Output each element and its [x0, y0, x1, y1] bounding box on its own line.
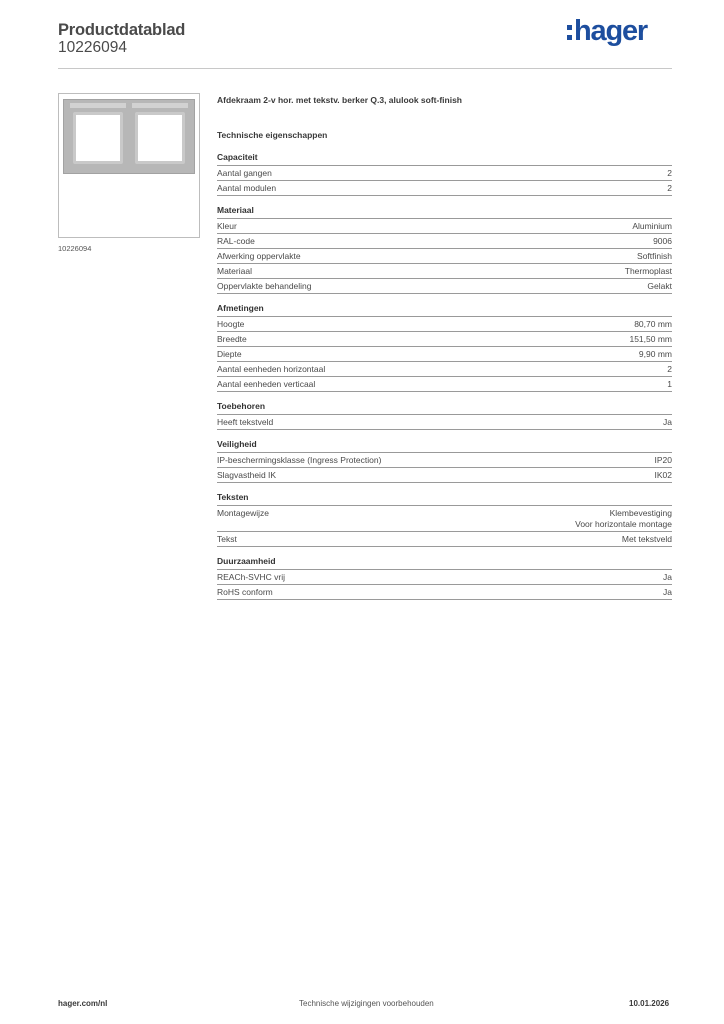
property-value — [667, 168, 672, 179]
property-row — [217, 249, 672, 264]
property-value-line: 2 — [667, 183, 672, 193]
property-value — [575, 508, 672, 530]
section-afmetingen — [217, 303, 672, 392]
property-value-line: Thermoplast — [624, 266, 672, 276]
section-title: Materiaal — [217, 205, 672, 219]
section-title: Duurzaamheid — [217, 556, 672, 570]
section-duurzaamheid — [217, 556, 672, 600]
property-value — [637, 251, 672, 262]
property-label: Afwerking oppervlakte — [217, 251, 301, 261]
section-title: Teksten — [217, 492, 672, 506]
property-value — [655, 470, 673, 481]
property-value-line: Aluminium — [632, 221, 672, 231]
frame-opening-left — [73, 112, 123, 164]
property-value — [632, 221, 672, 232]
property-value — [667, 379, 672, 390]
property-label: IP-beschermingsklasse (Ingress Protection) — [217, 455, 382, 465]
property-value — [639, 349, 672, 360]
section-materiaal — [217, 205, 672, 294]
property-value-line: Ja — [663, 417, 672, 427]
property-value-line: 9006 — [653, 236, 672, 246]
property-row — [217, 506, 672, 532]
property-row — [217, 415, 672, 430]
label-strip-left — [70, 103, 126, 108]
product-number: 10226094 — [58, 39, 127, 56]
product-image — [58, 93, 200, 238]
property-value-line: IK02 — [654, 470, 672, 480]
property-label: RAL-code — [217, 236, 255, 246]
property-label: Kleur — [217, 221, 237, 231]
property-row — [217, 453, 672, 468]
property-value — [663, 572, 672, 583]
property-value — [634, 319, 672, 330]
footer-date: 10.01.2026 — [629, 999, 670, 1008]
property-label: Breedte — [217, 334, 247, 344]
property-row — [217, 347, 672, 362]
property-value — [663, 587, 672, 598]
page-title: Productdatablad — [58, 21, 186, 39]
property-value-line: 80,70 mm — [634, 319, 672, 329]
footer-website: hager.com/nl — [58, 999, 108, 1008]
property-label: Aantal gangen — [217, 168, 272, 178]
property-row — [217, 264, 672, 279]
property-value-line: Ja — [663, 587, 672, 597]
header-divider — [58, 68, 672, 69]
image-caption: 10226094 — [58, 244, 92, 253]
property-value-line: 2 — [667, 168, 672, 178]
product-details — [217, 95, 672, 609]
property-row — [217, 570, 672, 585]
footer-disclaimer: Technische wijzigingen voorbehouden — [299, 999, 434, 1008]
property-value-line: 151,50 mm — [629, 334, 672, 344]
property-value-line: Voor horizontale montage — [575, 519, 672, 529]
product-title: Afdekraam 2-v hor. met tekstv. berker Q.3, alulook soft-finish — [217, 95, 462, 105]
tech-properties-heading: Technische eigenschappen — [217, 130, 328, 140]
property-label: Diepte — [217, 349, 242, 359]
property-row — [217, 362, 672, 377]
property-row — [217, 377, 672, 392]
section-title: Toebehoren — [217, 401, 672, 415]
property-row — [217, 279, 672, 294]
property-value — [622, 534, 672, 545]
cover-frame-illustration — [63, 99, 195, 174]
property-value — [625, 266, 672, 277]
property-label: Hoogte — [217, 319, 245, 329]
section-teksten — [217, 492, 672, 547]
property-value — [629, 334, 672, 345]
property-value — [655, 455, 673, 466]
property-value-line: 2 — [667, 364, 672, 374]
property-value-line: IP20 — [654, 455, 672, 465]
property-label: Montagewijze — [217, 508, 269, 518]
property-row — [217, 166, 672, 181]
property-label: Slagvastheid IK — [217, 470, 277, 480]
section-title: Veiligheid — [217, 439, 672, 453]
section-title: Capaciteit — [217, 152, 672, 166]
logo-dots-icon — [567, 25, 572, 40]
section-veiligheid — [217, 439, 672, 483]
property-value-line: Ja — [663, 572, 672, 582]
property-row — [217, 317, 672, 332]
property-value — [663, 417, 672, 428]
property-value-line: Gelakt — [647, 281, 672, 291]
property-value — [667, 364, 672, 375]
property-row — [217, 181, 672, 196]
property-value — [653, 236, 672, 247]
section-toebehoren — [217, 401, 672, 430]
property-row — [217, 468, 672, 483]
properties-sections — [217, 152, 672, 600]
section-capaciteit — [217, 152, 672, 196]
hager-logo — [567, 14, 647, 48]
property-label: REACh-SVHC vrij — [217, 572, 286, 582]
property-value — [647, 281, 672, 292]
property-value-line: Met tekstveld — [621, 534, 672, 544]
frame-opening-right — [135, 112, 185, 164]
property-row — [217, 219, 672, 234]
property-row — [217, 332, 672, 347]
property-value-line: 1 — [667, 379, 672, 389]
section-title: Afmetingen — [217, 303, 672, 317]
property-label: Aantal modulen — [217, 183, 277, 193]
property-label: Tekst — [217, 534, 237, 544]
property-label: Oppervlakte behandeling — [217, 281, 312, 291]
property-row — [217, 234, 672, 249]
label-strip-right — [132, 103, 188, 108]
property-label: Aantal eenheden horizontaal — [217, 364, 326, 374]
property-value-line: Klembevestiging — [609, 508, 672, 518]
property-label: RoHS conform — [217, 587, 273, 597]
property-value — [667, 183, 672, 194]
property-value-line: Softfinish — [637, 251, 672, 261]
property-label: Heeft tekstveld — [217, 417, 274, 427]
property-label: Aantal eenheden verticaal — [217, 379, 316, 389]
property-label: Materiaal — [217, 266, 252, 276]
property-value-line: 9,90 mm — [638, 349, 672, 359]
logo-text: hager — [574, 14, 647, 47]
property-row — [217, 532, 672, 547]
property-row — [217, 585, 672, 600]
